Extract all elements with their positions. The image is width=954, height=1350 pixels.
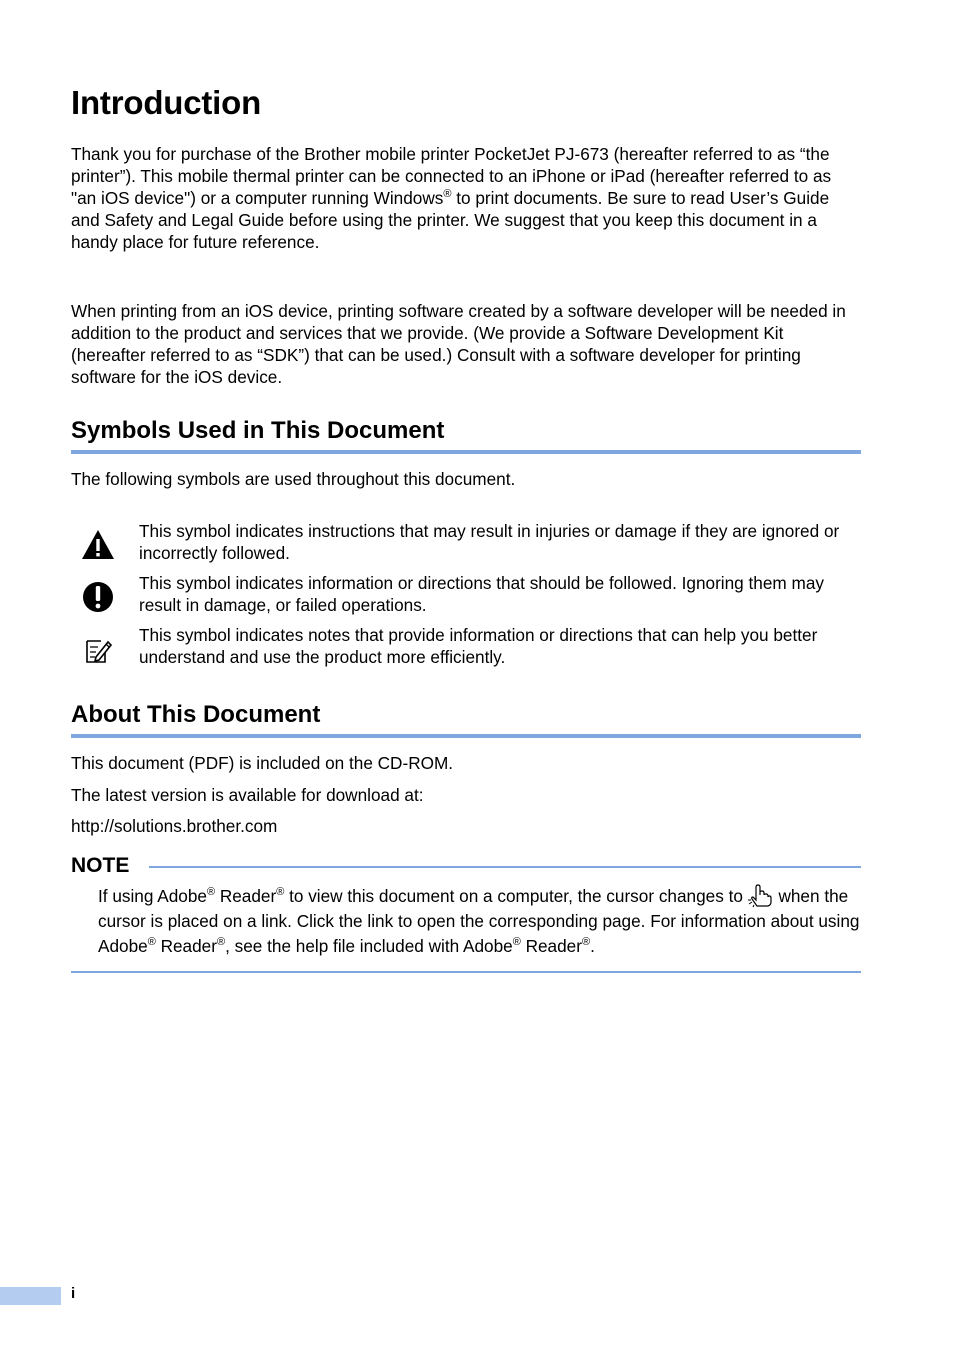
symbol-text-warning: This symbol indicates instructions that may result in injuries or damage if they are ignored or incorrectly followed.: [139, 521, 840, 563]
note-body: [98, 884, 863, 959]
note-text-7: Reader: [520, 936, 582, 956]
hand-cursor-icon: [748, 884, 774, 908]
symbols-intro: The following symbols are used throughout this document.: [71, 469, 516, 489]
note-text-2: Reader: [215, 886, 277, 906]
note-text-5: Reader: [155, 936, 217, 956]
note-text-1: If using Adobe: [98, 886, 207, 906]
note-top-rule: [149, 866, 861, 868]
page-number: i: [71, 1285, 76, 1302]
registered-mark: ®: [581, 936, 591, 948]
intro-text-a: Thank you for purchase of the Brother mobile printer PocketJet PJ-673 (hereafter referred to as “the printer”). This mobile thermal printer can be connected to an iPhone or iPad (hereafter referred to as "an iOS device") or a computer running Windows: [71, 144, 832, 208]
note-pencil-icon: [81, 634, 115, 668]
note-text-4: when the cursor is placed on a link. Click the link to open the corresponding page. For information about using Adobe: [98, 886, 860, 956]
intro-text-b: to print documents. Be sure to read User’s Guide and Safety and Legal Guide before using the printer. We suggest that you keep this document in a handy place for future reference.: [71, 188, 830, 252]
symbol-text-important: This symbol indicates information or directions that should be followed. Ignoring them may result in damage, or failed operations.: [139, 573, 824, 615]
note-bottom-rule: [71, 971, 861, 973]
registered-mark: ®: [216, 936, 226, 948]
note-text-3: to view this document on a computer, the cursor changes to: [284, 886, 748, 906]
exclamation-circle-icon: [81, 580, 115, 614]
symbols-heading-rule: [71, 450, 861, 454]
intro-paragraph-2: When printing from an iOS device, printing software created by a software developer will be needed in addition to the product and services that we provide. (We provide a Software Development Kit (hereafter referred to as “SDK”) that can be used.) Consult with a software developer for printing software for the iOS device.: [71, 301, 846, 387]
about-line-2: The latest version is available for download at:: [71, 785, 424, 805]
symbol-text-note: This symbol indicates notes that provide information or directions that can help you better understand and use the product more efficiently.: [139, 625, 818, 667]
download-link[interactable]: http://solutions.brother.com: [71, 816, 278, 836]
registered-mark: ®: [443, 188, 452, 200]
note-text-8: .: [590, 936, 595, 956]
page-title: Introduction: [71, 84, 262, 121]
registered-mark: ®: [206, 886, 216, 898]
symbols-heading: Symbols Used in This Document: [71, 417, 445, 444]
note-title: NOTE: [71, 854, 130, 877]
note-text-6: , see the help file included with Adobe: [225, 936, 513, 956]
about-line-1: This document (PDF) is included on the CD-ROM.: [71, 753, 454, 773]
registered-mark: ®: [512, 936, 521, 948]
intro-paragraph-1: [71, 143, 861, 253]
footer-color-bar: [0, 1287, 61, 1305]
registered-mark: ®: [276, 886, 285, 898]
warning-triangle-icon: [81, 528, 115, 562]
registered-mark: ®: [147, 936, 156, 948]
about-heading-rule: [71, 734, 861, 738]
about-heading: About This Document: [71, 701, 321, 728]
